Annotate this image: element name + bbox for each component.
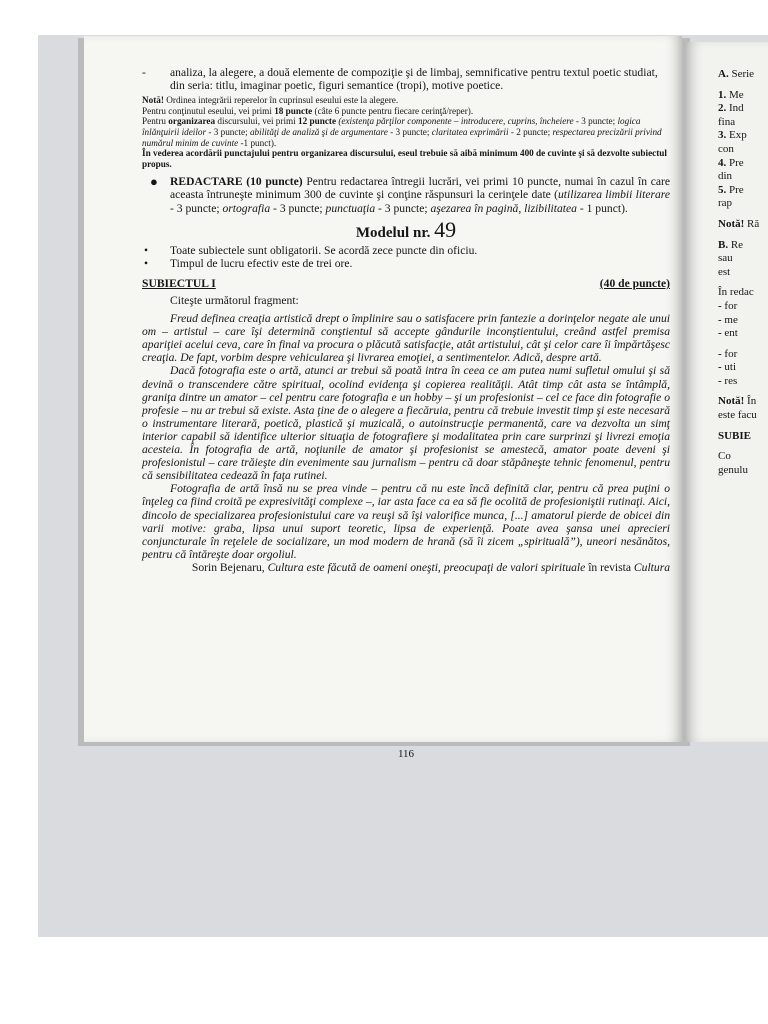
right-line-mark: 5. xyxy=(718,183,727,196)
right-page-line xyxy=(718,348,759,362)
model-heading xyxy=(142,216,670,242)
right-line-mark: A. xyxy=(718,68,729,80)
right-line-text: me xyxy=(721,313,738,326)
right-line-text: ent xyxy=(721,327,738,340)
left-page-content xyxy=(142,66,671,760)
source-rest: în revista xyxy=(585,560,634,574)
fragment-paragraph: Freud definea creaţia artistică drept o împlinire sau o satisfacere prin fantezie a dorinţelor negate ale unui om – artistul – care îşi determină conştientul să accepte gândurile inconştientului, creând astfel premisa apariţiei acelui ceva, care în final va procura o plăcută satisfacţie, atât artistului, cât şi celor care îi împărtăşesc creaţia. De fapt, vorbim despre vehicularea şi livrarea emoţiei, a sentimentelor. Adică, despre artă. xyxy=(142,312,670,365)
right-line-text: sau xyxy=(718,252,733,265)
right-page-line xyxy=(718,430,759,444)
redactare-text-5: - 3 puncte; xyxy=(270,201,326,215)
subject-title: SUBIECTUL I xyxy=(142,276,216,290)
right-line-text: for xyxy=(721,347,738,360)
right-line-text: În xyxy=(744,395,757,408)
right-page-content xyxy=(718,68,759,477)
redactare-text-8: aşezarea în pagină, lizibilitatea xyxy=(430,201,577,215)
right-line-text: În redac xyxy=(718,286,754,299)
source-journal: Cultura xyxy=(633,560,670,574)
right-line-mark: Notă! xyxy=(718,395,745,408)
right-line-text: Co xyxy=(718,450,731,463)
right-line-text: for xyxy=(721,299,738,312)
grading-note xyxy=(142,95,670,169)
right-page-line xyxy=(718,184,759,198)
right-page-line xyxy=(718,197,759,211)
model-number: 49 xyxy=(434,216,457,242)
right-line-text: Pre xyxy=(726,183,744,196)
redactare-section xyxy=(142,175,670,214)
right-page-line xyxy=(718,102,759,116)
right-line-text: Re xyxy=(728,238,744,251)
note-line-3c: discursului, vei primi xyxy=(215,116,299,127)
redactare-text-6: punctuaţia xyxy=(325,201,376,215)
right-page-line xyxy=(718,218,759,232)
right-line-mark: - xyxy=(718,347,722,360)
note-line-3l: - 2 puncte; xyxy=(508,126,553,137)
right-page-line xyxy=(718,157,759,171)
left-page xyxy=(84,36,682,760)
source-author: Sorin Bejenaru, xyxy=(191,560,268,574)
right-page xyxy=(684,42,768,742)
note-line-3j: - 3 puncte; xyxy=(387,126,432,137)
rule-text: Timpul de lucru efectiv este de trei ore. xyxy=(170,256,353,270)
note-line-1: Ordinea integrării reperelor în cuprinsul eseului este la alegere. xyxy=(166,95,399,106)
right-line-mark: 2. xyxy=(718,102,727,115)
right-page-line xyxy=(718,252,759,266)
right-line-text: genulu xyxy=(718,463,748,476)
rule-bullet: • xyxy=(144,256,149,270)
right-line-text: este facu xyxy=(718,409,757,422)
right-page-line xyxy=(718,375,759,389)
page-number: 116 xyxy=(397,748,415,760)
reading-instruction: Citeşte următorul fragment: xyxy=(170,294,299,307)
note-line-4: În vederea acordării punctajului pentru organizarea discursului, eseul trebuie să aibă minimum 400 de cuvinte şi să dezvolte subiectul propus. xyxy=(142,148,667,169)
right-page-line xyxy=(718,170,759,184)
rule-text: Toate subiectele sunt obligatorii. Se acordă zece puncte din oficiu. xyxy=(170,243,478,257)
rule-item xyxy=(142,257,670,270)
redactare-text-2: utilizarea limbii literare xyxy=(557,188,671,202)
analysis-requirement xyxy=(142,66,670,92)
redactare-text-1: Pentru redactarea întregii lucrări, vei primi 10 puncte, numai în cazul în care aceasta întruneşte minimum 300 de cuvinte şi conţine răspunsuri la cerinţele date ( xyxy=(170,175,670,202)
right-page-line xyxy=(718,89,759,103)
right-line-text: Ind xyxy=(726,102,744,115)
right-line-text: con xyxy=(718,142,734,155)
right-page-line xyxy=(718,68,759,82)
redactare-text-3: - 3 puncte; xyxy=(170,201,223,215)
right-page-line xyxy=(718,239,759,253)
right-line-text: uti xyxy=(721,361,737,374)
right-page-line xyxy=(718,143,759,157)
note-line-3e: (existenţa părţilor componente – introducere, cuprins, încheiere xyxy=(336,116,574,127)
note-line-3k: claritatea exprimării xyxy=(431,126,509,137)
rule-item xyxy=(142,244,670,257)
source-work: Cultura este făcută de oameni oneşti, preocupaţi de valori spirituale xyxy=(267,560,586,574)
right-line-text: Ră xyxy=(744,217,760,230)
right-line-mark: 3. xyxy=(718,129,727,142)
redactare-bullet: ● xyxy=(150,174,158,190)
right-line-text: Me xyxy=(726,88,744,101)
right-page-line xyxy=(718,395,759,409)
analysis-requirement-text: analiza, la alegere, a două elemente de compoziţie şi de limbaj, semnificative pentru textul poetic studiat, din seria: titlu, imaginar poetic, figuri semantice (tropi), motive poetice. xyxy=(170,66,658,93)
right-line-text: res xyxy=(721,374,738,387)
right-page-line xyxy=(718,327,759,341)
right-page-line xyxy=(718,129,759,143)
subject-points: (40 de puncte) xyxy=(599,276,670,290)
right-line-mark: 4. xyxy=(718,156,727,169)
source-citation xyxy=(142,561,670,574)
note-line-3a: Pentru xyxy=(142,116,169,127)
redactare-title: REDACTARE (10 puncte) xyxy=(170,175,303,189)
right-line-text: din xyxy=(718,170,733,183)
right-line-text: Serie xyxy=(728,68,755,80)
right-line-mark: - xyxy=(718,327,722,340)
model-label: Modelul nr. xyxy=(355,224,435,241)
right-page-line xyxy=(718,266,759,280)
right-line-text: rap xyxy=(718,197,733,210)
right-page-line xyxy=(718,314,759,328)
right-line-mark: 1. xyxy=(718,88,727,101)
right-line-mark: - xyxy=(718,299,722,312)
redactare-text-7: - 3 puncte; xyxy=(375,201,431,215)
note-line-3d: 12 puncte xyxy=(298,116,337,127)
note-line-2a: Pentru conţinutul eseului, vei primi xyxy=(142,105,275,116)
note-line-3n: -1 punct). xyxy=(238,137,277,148)
note-line-3i: abilităţi de analiză şi de argumentare xyxy=(249,126,388,137)
redactare-text-4: ortografia xyxy=(222,201,271,215)
right-line-mark: - xyxy=(718,374,722,387)
subject-heading xyxy=(142,277,670,290)
right-line-mark: SUBIE xyxy=(718,429,752,442)
right-page-line xyxy=(718,116,759,130)
dash-mark: - xyxy=(142,66,146,79)
note-line-2b: 18 puncte xyxy=(274,105,313,116)
note-line-3m: respectarea precizării privind numărul minim de cuvinte xyxy=(142,126,662,148)
note-label: Notă! xyxy=(142,95,164,106)
right-line-text: Pre xyxy=(726,156,744,169)
rule-bullet: • xyxy=(144,243,149,257)
note-line-3f: - 3 puncte; xyxy=(573,116,618,127)
redactare-text-9: - 1 punct). xyxy=(576,201,628,215)
right-line-mark: - xyxy=(718,361,722,374)
right-page-line xyxy=(718,286,759,300)
right-line-mark: Notă! xyxy=(718,217,745,230)
fragment-paragraph: Fotografia de artă însă nu se prea vinde – pentru că nu este încă definită clar, pentru că prea puţini o înţeleg ca fiind croită pe expresivităţi complexe –, iar asta face ca ea să fie ocolită de profesioniştii rutinaţi. Aici, dincolo de specializarea profesionistului care va reuşi să îşi valorifice munca, [...] amatorul pierde de obicei din varii motive: graba, lipsa unui suport teoretic, lipsa de experienţă. Poate avea şansa unei aprecieri conjuncturale în reţelele de socializare, un mod modern de hrană (să îi zicem „spirituală”), uneori nesănătos, pentru că întăreşte doar orgoliul. xyxy=(142,482,670,561)
right-page-line xyxy=(718,300,759,314)
right-page-line xyxy=(718,361,759,375)
right-page-line xyxy=(718,464,759,478)
note-line-3g: logica înlănţuirii ideilor xyxy=(142,116,641,137)
right-line-text: fina xyxy=(718,115,736,128)
right-page-line xyxy=(718,450,759,464)
right-line-text: Exp xyxy=(726,129,747,142)
note-line-3b: organizarea xyxy=(168,116,216,127)
note-line-2c: (câte 6 puncte pentru fiecare cerinţă/reper). xyxy=(312,105,474,116)
exam-rules xyxy=(142,244,670,270)
right-line-text: est xyxy=(718,265,731,278)
right-line-mark: - xyxy=(718,313,722,326)
right-page-line xyxy=(718,409,759,423)
right-line-mark: B. xyxy=(718,238,729,251)
note-line-3h: - 3 puncte; xyxy=(206,126,250,137)
fragment-paragraph: Dacă fotografia este o artă, atunci ar trebui să poată intra în ceea ce am putea numi sufletul omului şi să devină o transcendere către spiritual, ocolind evidenţa şi copierea realităţii. Atât timp cât asta se întâmplă, graniţa dintre un amator – cel pentru care fotografia e un hobby – şi un profesionist – cel ce face din fotografie o profesie – nu ar trebui să existe. Asta ţine de o alegere a fiecăruia, pentru că trebuie investit timp şi este necesară o instrumentare literară, poetică, plastică şi muzicală, o autoinstrucţie permanentă, care va dezvolta un simţ interior capabil să identifice ulterior situaţia de fotografiere şi modalitatea prin care surprinzi şi livrezi emoţia acesteia. În fotografia de artă, noţiunile de amator şi profesionist se amestecă, amator poate deveni şi profesionistul – care trăieşte din evenimente sau jurnalism – pentru că doar stăpâneşte tehnic fenomenul, pentru că sensibilitatea cedează în faţa rutinei. xyxy=(142,364,670,483)
